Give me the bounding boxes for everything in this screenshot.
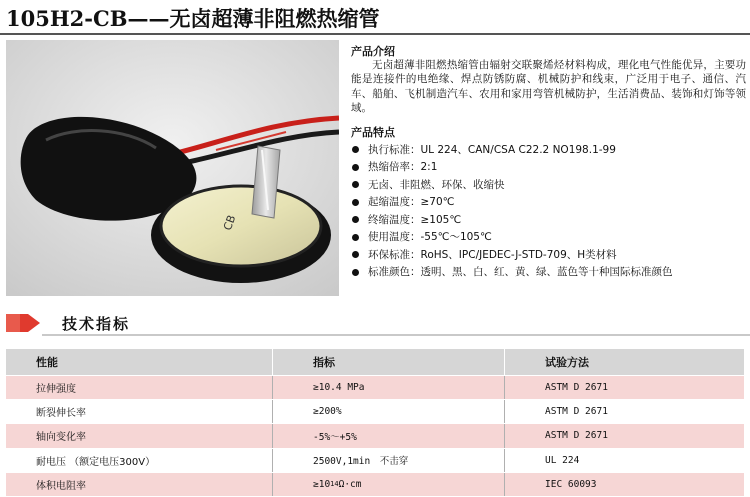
cell-method: UL 224: [545, 454, 580, 466]
value-base: ≥10: [313, 478, 331, 490]
bullet-icon: [352, 199, 359, 206]
feature-item: 环保标准：RoHS、IPC/JEDEC-J-STD-709、H类材料: [352, 246, 673, 264]
value-unit: Ω·cm: [338, 478, 362, 490]
page-title: 105H2-CB——无卤超薄非阻燃热缩管: [6, 6, 380, 31]
feature-item: 标准颜色：透明、黑、白、红、黄、绿、蓝色等十种国际标准颜色: [352, 264, 673, 282]
table-row: [6, 424, 744, 448]
table-row: [6, 400, 744, 424]
product-photo: [6, 40, 339, 296]
bullet-icon: [352, 146, 359, 153]
intro-heading: 产品介绍: [351, 45, 395, 58]
cell-value: ≥200%: [273, 400, 505, 423]
bullet-icon: [352, 164, 359, 171]
section-header: [0, 310, 750, 336]
intro-text: 无卤超薄非阻燃热缩管由辐射交联聚烯烃材料构成，理化电气性能优异，主要功能是连接件的电绝缘、焊点防锈防腐、机械防护和线束，广泛用于电子、通信、汽车、船舶、飞机制造汽车、农用和家用弯管机械防护，生活消费品、装饰和灯饰等领域。: [351, 59, 746, 114]
cell-method: IEC 60093: [545, 478, 597, 490]
cell-property: 拉伸强度: [6, 376, 273, 399]
bullet-icon: [352, 181, 359, 188]
header-property: 性能: [6, 349, 273, 375]
cell-value: ≥10.4 MPa: [273, 376, 505, 399]
table-row: [6, 449, 744, 473]
cell-property: 轴向变化率: [6, 424, 273, 447]
table-header-row: [6, 349, 744, 376]
feature-item: 终缩温度：≥105℃: [352, 211, 673, 229]
cell-value: ≥10 14 Ω·cm: [273, 473, 505, 496]
header-method: 试验方法: [545, 356, 589, 369]
section-title: 技术指标: [62, 315, 131, 333]
svg-text:CB: CB: [220, 213, 239, 233]
cell-property: 断裂伸长率: [6, 400, 273, 423]
bullet-icon: [352, 216, 359, 223]
feature-item: 起缩温度：≥70℃: [352, 194, 673, 212]
feature-item: 无卤、非阻燃、环保、收缩快: [352, 176, 673, 194]
header-value: 指标: [273, 349, 505, 375]
section-underline: [42, 334, 750, 336]
spec-table: [6, 349, 744, 497]
coin-cell-image: [6, 40, 339, 296]
cell-property: 耐电压 （额定电压300V）: [6, 449, 273, 472]
cell-value: 2500V,1min 不击穿: [273, 449, 505, 472]
cell-property: 体积电阻率: [6, 473, 273, 496]
cell-value: -5%～+5%: [273, 424, 505, 447]
section-arrow-icon: [6, 310, 46, 336]
bullet-icon: [352, 251, 359, 258]
feature-item: 热缩倍率：2:1: [352, 159, 673, 177]
title-divider: [0, 33, 750, 35]
feature-item: 使用温度：-55℃～105℃: [352, 229, 673, 247]
feature-item: 执行标准：UL 224、CAN/CSA C22.2 NO198.1-99: [352, 141, 673, 159]
cell-method: ASTM D 2671: [545, 382, 608, 394]
cell-method: ASTM D 2671: [545, 430, 608, 442]
table-row: [6, 376, 744, 400]
bullet-icon: [352, 269, 359, 276]
cell-method: ASTM D 2671: [545, 406, 608, 418]
bullet-icon: [352, 234, 359, 241]
features-heading: 产品特点: [351, 126, 395, 139]
features-list: [352, 141, 673, 281]
table-row: [6, 473, 744, 497]
